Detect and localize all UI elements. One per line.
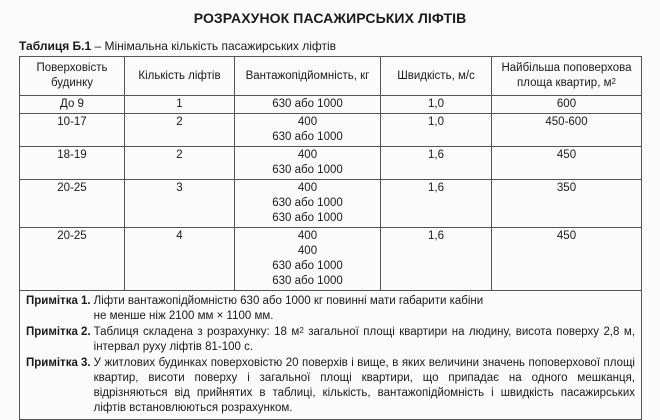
capacity-value: 400 [297,116,318,128]
cell-floors: 20-25 [20,228,125,291]
cell-floors: 10-17 [20,114,125,147]
cell-speed: 1,6 [381,228,492,291]
note-text: Ліфти вантажопідйомністю 630 або 1000 кг повинні мати габарити кабіни не менше ніж 2100 мм × 1100 мм. [93,295,484,322]
table-row [20,114,642,147]
capacity-value: 630 або 1000 [272,260,343,272]
cell-capacity [235,147,381,180]
cell-floors: 18-19 [20,147,125,180]
cell-count: 3 [125,180,235,228]
note-sup: 2 [299,326,304,335]
capacity-value: 630 або 1000 [272,131,343,143]
cell-count: 4 [125,228,235,291]
cell-count: 2 [125,147,235,180]
capacity-value: 630 або 1000 [272,164,343,176]
capacity-value: 630 або 1000 [272,212,343,224]
cell-area: 600 [492,96,642,114]
cell-area: 450 [492,228,642,291]
header-speed: Швидкість, м/с [381,57,492,96]
cell-speed: 1,0 [381,114,492,147]
note-2 [26,325,635,355]
note-label: Примітка 2. [26,326,91,338]
table-row [20,180,642,228]
header-area-text: Найбільша поповерхова площа квартир, м [501,62,632,89]
cell-area: 350 [492,180,642,228]
capacity-value: 400 [297,230,318,242]
cell-speed: 1,6 [381,147,492,180]
capacity-value: 400 [297,149,318,161]
header-count: Кількість ліфтів [125,57,235,96]
cell-count: 1 [125,96,235,114]
note-label: Примітка 1. [26,295,91,307]
table-number: Таблиця Б.1 [19,39,92,53]
capacity-value: 400 [297,245,318,257]
note-text [94,325,635,355]
note-text-part: загальної площі квартири на людину, висота поверху 2,8 м, інтервал руху ліфтів 81-100 с. [93,326,636,353]
capacity-value: 630 або 1000 [272,275,343,287]
note-text-part: Таблиця складена з розрахунку: 18 м [93,326,300,338]
table-header-row [20,57,642,96]
note-text: У житлових будинках поверховістю 20 поверхів і вище, в яких величини значень поповерхової площі квартир, висоти поверху і загальної площі квартири, що припадає на одного мешканця, відрізняються від прийнятих в таблиці, кількість, вантажопідйомність і швидкість пасажирських ліфтів встановлюються розрахунком. [93,357,635,414]
capacity-value: 630 або 1000 [272,197,343,209]
cell-speed: 1,6 [381,180,492,228]
capacity-value: 400 [297,182,318,194]
table-caption-text: – Мінімальна кількість пасажирських ліфтів [91,39,337,53]
cell-speed: 1,0 [381,96,492,114]
note-label: Примітка 3. [26,357,91,369]
notes-cell [20,291,642,420]
header-area-sup: 2 [611,77,616,86]
note-1 [26,294,635,324]
cell-capacity [235,180,381,228]
page-title: РОЗРАХУНОК ПАСАЖИРСЬКИХ ЛІФТІВ [193,10,467,26]
table-row [20,96,642,114]
header-area [492,57,642,96]
table-caption [19,39,336,53]
capacity-value: 630 або 1000 [272,98,343,110]
cell-floors: 20-25 [20,180,125,228]
cell-capacity [235,114,381,147]
table-row [20,228,642,291]
header-capacity: Вантажопідйомність, кг [235,57,381,96]
lifts-table [19,56,642,420]
cell-area: 450 [492,147,642,180]
notes-row [20,291,642,420]
cell-count: 2 [125,114,235,147]
cell-floors: До 9 [20,96,125,114]
cell-area: 450-600 [492,114,642,147]
table-row [20,147,642,180]
cell-capacity [235,96,381,114]
note-3 [26,356,635,416]
cell-capacity [235,228,381,291]
header-floors: Поверховість будинку [20,57,125,96]
